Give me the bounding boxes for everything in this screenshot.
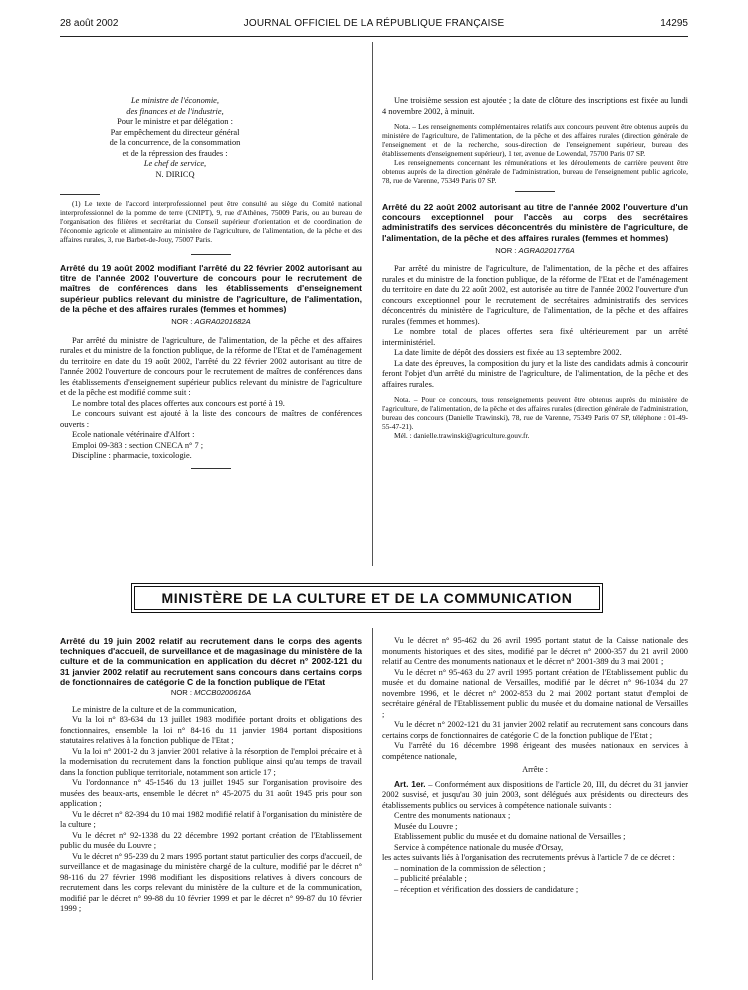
services-list	[382, 811, 688, 853]
paragraph: Vu le décret n° 92-1338 du 22 décembre 1992 portant création de l'Etablissement public du musée du Louvre ;	[60, 830, 362, 851]
left-column-bottom	[60, 636, 362, 915]
paragraph: La date limite de dépôt des dossiers est fixée au 13 septembre 2002.	[394, 348, 622, 358]
signature-name: N. DIRICQ	[155, 169, 195, 179]
header-date: 28 août 2002	[60, 18, 119, 29]
nota: Nota. – Les renseignements complémentaires relatifs aux concours peuvent être obtenus auprès du ministère de l'agriculture, de l'alimentation, de la pêche et des affaires rurales (direction générale de l'enseignement et de la recherche, sous-direction de l'enseignement supérieur, bureau des établissements d'enseignement supérieur), 1 ter, avenue de Lowendal, 75700 Paris 07 SP.	[382, 122, 688, 158]
contact-email: Mél. : danielle.trawinski@agriculture.gouv.fr.	[394, 431, 530, 441]
paragraph: Par arrêté du ministre de l'agriculture, de l'alimentation, de la pêche et des affaires rurales et du ministre de la fonction publique, de la réforme de l'Etat et de l'aménagement du territoire en date du 22 août 2002, est autorisée au titre de l'année 2002 l'ouverture d'un concours exceptionnel pour le recrutement de secrétaires administratifs des services déconcentrés du ministère de l'agriculture, de l'alimentation, de la pêche et des affaires rurales (femmes et hommes).	[382, 264, 688, 326]
list-item: – réception et vérification des dossiers de candidature ;	[394, 884, 579, 894]
right-column-bottom	[382, 636, 688, 895]
nor-code: AGRA0201776A	[518, 245, 575, 255]
paragraph: Vu le décret n° 95-239 du 2 mars 1995 portant statut particulier des corps d'accueil, de surveillance et de magasinage du ministère chargé de la culture, modifié par le décret n° 98-116 du 27 février 1998 modifiant les dispositions relatives à divers concours de recrutement dans les corps relevant du ministère de la culture et de la communication, modifié par le décret n° 99-88 du 10 février 1999 et par le décret n° 99-87 du 10 février 1999 ;	[60, 851, 362, 914]
arrete-agriculture-maitres	[60, 263, 362, 469]
paragraph: La date des épreuves, la composition du jury et la liste des candidats admis à concourir feront l'objet d'un arrêté du ministre de l'agriculture, de l'alimentation, de la pêche et des affaires rurales.	[382, 358, 688, 389]
article-1	[382, 779, 688, 812]
concours-list	[60, 430, 362, 462]
right-column-top	[382, 96, 688, 440]
paragraph: Le nombre total de places offertes sera fixé ultérieurement par un arrêté interministériel.	[382, 327, 688, 347]
section-separator	[191, 254, 231, 255]
paragraph: Vu la loi n° 2001-2 du 3 janvier 2001 relative à la résorption de l'emploi précaire et à la modernisation du recrutement dans la fonction publique ainsi qu'au temps de travail dans la fonction publique territoriale, notamment son article 17 ;	[60, 746, 362, 777]
nota-remuneration: Les renseignements concernant les rémunérations et les déroulements de carrière peuvent être obtenus auprès de la direction générale de l'administration, bureau de l'enseignement public agricole, 78, rue de Varenne, 75349 Paris 07 SP.	[382, 158, 688, 185]
arrete-title: Arrêté du 22 août 2002 autorisant au titre de l'année 2002 l'ouverture d'un concours exceptionnel pour l'accès au corps des secrétaires administratifs des services déconcentrés du ministère de l'agriculture, de l'alimentation, de la pêche et des affaires rurales (femmes et hommes)	[382, 202, 688, 243]
signature-line: et de la répression des fraudes :	[122, 148, 228, 158]
signature-line: de la concurrence, de la consommation	[109, 138, 241, 147]
nor-code: AGRA0201682A	[194, 317, 251, 327]
header-journal-title: JOURNAL OFFICIEL DE LA RÉPUBLIQUE FRANÇAISE	[243, 18, 505, 29]
footnote-separator	[60, 194, 100, 195]
nor-label: NOR :	[495, 245, 517, 255]
signature-line: des finances et de l'industrie,	[126, 106, 224, 116]
nor-reference	[60, 317, 362, 328]
nor-reference	[60, 688, 362, 699]
nor-reference	[382, 246, 688, 257]
arrete-label: Arrête :	[522, 765, 548, 774]
paragraph: Une troisième session est ajoutée ; la date de clôture des inscriptions est fixée au lundi 4 novembre 2002, à minuit.	[382, 96, 688, 116]
signature-line: Le ministre de l'économie,	[130, 96, 219, 105]
header-page-number: 14295	[660, 18, 688, 29]
list-item: Ecole nationale vétérinaire d'Alfort :	[72, 430, 195, 440]
signature-block	[60, 96, 290, 180]
paragraph: Vu le décret n° 82-394 du 10 mai 1982 modifié relatif à l'organisation du ministère de la culture ;	[60, 809, 362, 830]
list-item: – publicité préalable ;	[394, 874, 467, 883]
article-text: – Conformément aux dispositions de l'article 20, III, du décret du 31 janvier 2002 susvisé, et jusqu'au 30 juin 2003, sont délégués aux présidents ou directeurs des établissements publics ou services à compétence nationale suivants :	[382, 779, 689, 810]
nor-label: NOR :	[170, 688, 192, 698]
paragraph: Vu l'arrêté du 16 décembre 1998 érigeant des musées nationaux en services à compétence nationale,	[382, 741, 688, 761]
header-rule	[60, 36, 688, 37]
page-header	[60, 18, 688, 34]
section-separator	[515, 191, 555, 192]
paragraph: Vu l'ordonnance n° 45-1546 du 13 juillet 1945 sur l'organisation provisoire des musées des beaux-arts, ensemble le décret n° 45-2075 du 31 août 1945 pris pour son application ;	[60, 778, 362, 809]
arrete-title: Arrêté du 19 août 2002 modifiant l'arrêté du 22 février 2002 autorisant au titre de l'année 2002 l'ouverture de concours pour le recrutement de maîtres de conférences dans les établissements d'enseignement supérieur publics relevant du ministre de l'agriculture, de l'alimentation, de la pêche et des affaires rurales (femmes et hommes)	[60, 263, 362, 314]
left-column-top	[60, 96, 362, 473]
paragraph: Vu le décret n° 95-462 du 26 avril 1995 portant statut de la Caisse nationale des monuments historiques et des sites, modifié par le décret n° 2000-357 du 21 avril 2000 relatif au Centre des monuments nationaux et le décret n° 2001-389 du 3 mai 2001 ;	[382, 636, 688, 666]
nota: Nota. – Pour ce concours, tous renseignements peuvent être obtenus auprès du ministère de l'agriculture, de l'alimentation, de la pêche et des affaires rurales (direction générale de l'administration, bureau des concours (Danielle Trawinski), 78, rue de Varenne, 75349 Paris 07 SP, téléphone : 01-49-55-47-21).	[382, 395, 688, 432]
paragraph: Vu le décret n° 95-463 du 27 avril 1995 portant création de l'Etablissement public du musée et du domaine national de Versailles, modifié par le décret n° 96-1034 du 27 novembre 1996, et le décret n° 2002-853 du 2 mai 2002 portant statut d'emploi de secrétaire général de l'Etablissement public du musée et du domaine national de Versailles ;	[382, 667, 688, 719]
paragraph: Vu le décret n° 2002-121 du 31 janvier 2002 relatif au recrutement sans concours dans certains corps de fonctionnaires de catégorie C de la fonction publique de l'Etat ;	[382, 720, 688, 740]
paragraph: Le ministre de la culture et de la communication,	[72, 704, 237, 714]
list-item: Musée du Louvre ;	[394, 821, 458, 831]
list-item: Service à compétence nationale du musée d'Orsay,	[394, 842, 564, 852]
list-item: – nomination de la commission de sélection ;	[394, 863, 546, 873]
list-item: Etablissement public du musée et du domaine national de Versailles ;	[394, 832, 626, 841]
signature-line: Pour le ministre et par délégation :	[117, 117, 233, 126]
footnote: (1) Le texte de l'accord interprofessionnel peut être consulté au siège du Comité national interprofessionnel de la pomme de terre (CNIPT), 9, rue d'Athènes, 75009 Paris, ou au bureau de l'organisation des filières et secrétariat du Conseil supérieur d'orientation et de coordination de l'économie agricole et alimentaire au ministère de l'agriculture, de l'alimentation, de la pêche et des affaires rurales, 3, rue Barbet-de-Jouy, 75007 Paris.	[60, 199, 362, 244]
arrete-agriculture-secretaires	[382, 202, 688, 440]
acts-list	[382, 864, 688, 896]
signature-line: Le chef de service,	[143, 159, 207, 168]
paragraph: Le concours suivant est ajouté à la liste des concours de maîtres de conférences ouverts :	[60, 409, 362, 429]
paragraph: Le nombre total des places offertes aux concours est porté à 19.	[72, 398, 285, 408]
ministry-banner: MINISTÈRE DE LA CULTURE ET DE LA COMMUNICATION	[134, 586, 600, 610]
paragraph: les actes suivants liés à l'organisation des recrutements prévus à l'article 7 de ce décret :	[382, 853, 675, 862]
paragraph: Vu la loi n° 83-634 du 13 juillet 1983 modifiée portant droits et obligations des fonctionnaires, ensemble la loi n° 84-16 du 11 janvier 1984 portant dispositions statutaires relatives à la fonction publique de l'Etat ;	[60, 715, 362, 746]
nor-label: NOR :	[171, 317, 193, 327]
signature-line: Par empêchement du directeur général	[110, 127, 240, 137]
column-divider	[372, 628, 373, 980]
list-item: Emploi 09-383 : section CNECA n° 7 ;	[72, 440, 204, 450]
list-item: Discipline : pharmacie, toxicologie.	[72, 451, 192, 461]
nor-code: MCCB0200616A	[194, 688, 252, 698]
arrete-title: Arrêté du 19 juin 2002 relatif au recrutement dans le corps des agents techniques d'accueil, de surveillance et de magasinage du ministère de la culture et de la communication en application du décret n° 2002-121 du 31 janvier 2002 relatif au recrutement sans concours dans certains corps de fonctionnaires de catégorie C de la fonction publique de l'Etat	[60, 636, 362, 687]
article-label: Art. 1er.	[394, 778, 426, 789]
list-item: Centre des monuments nationaux ;	[394, 811, 511, 820]
paragraph: Par arrêté du ministre de l'agriculture, de l'alimentation, de la pêche et des affaires rurales et du ministre de la fonction publique, de la réforme de l'Etat et de l'aménagement du territoire en date du 19 août 2002, l'arrêté du 22 février 2002 autorisant au titre de l'année 2002 l'ouverture de concours pour le recrutement de maîtres de conférences dans les établissements d'enseignement supérieur publics relevant du ministre de l'agriculture et de la pêche est modifié comme suit :	[60, 335, 362, 398]
column-divider	[372, 42, 373, 566]
section-separator	[191, 468, 231, 469]
